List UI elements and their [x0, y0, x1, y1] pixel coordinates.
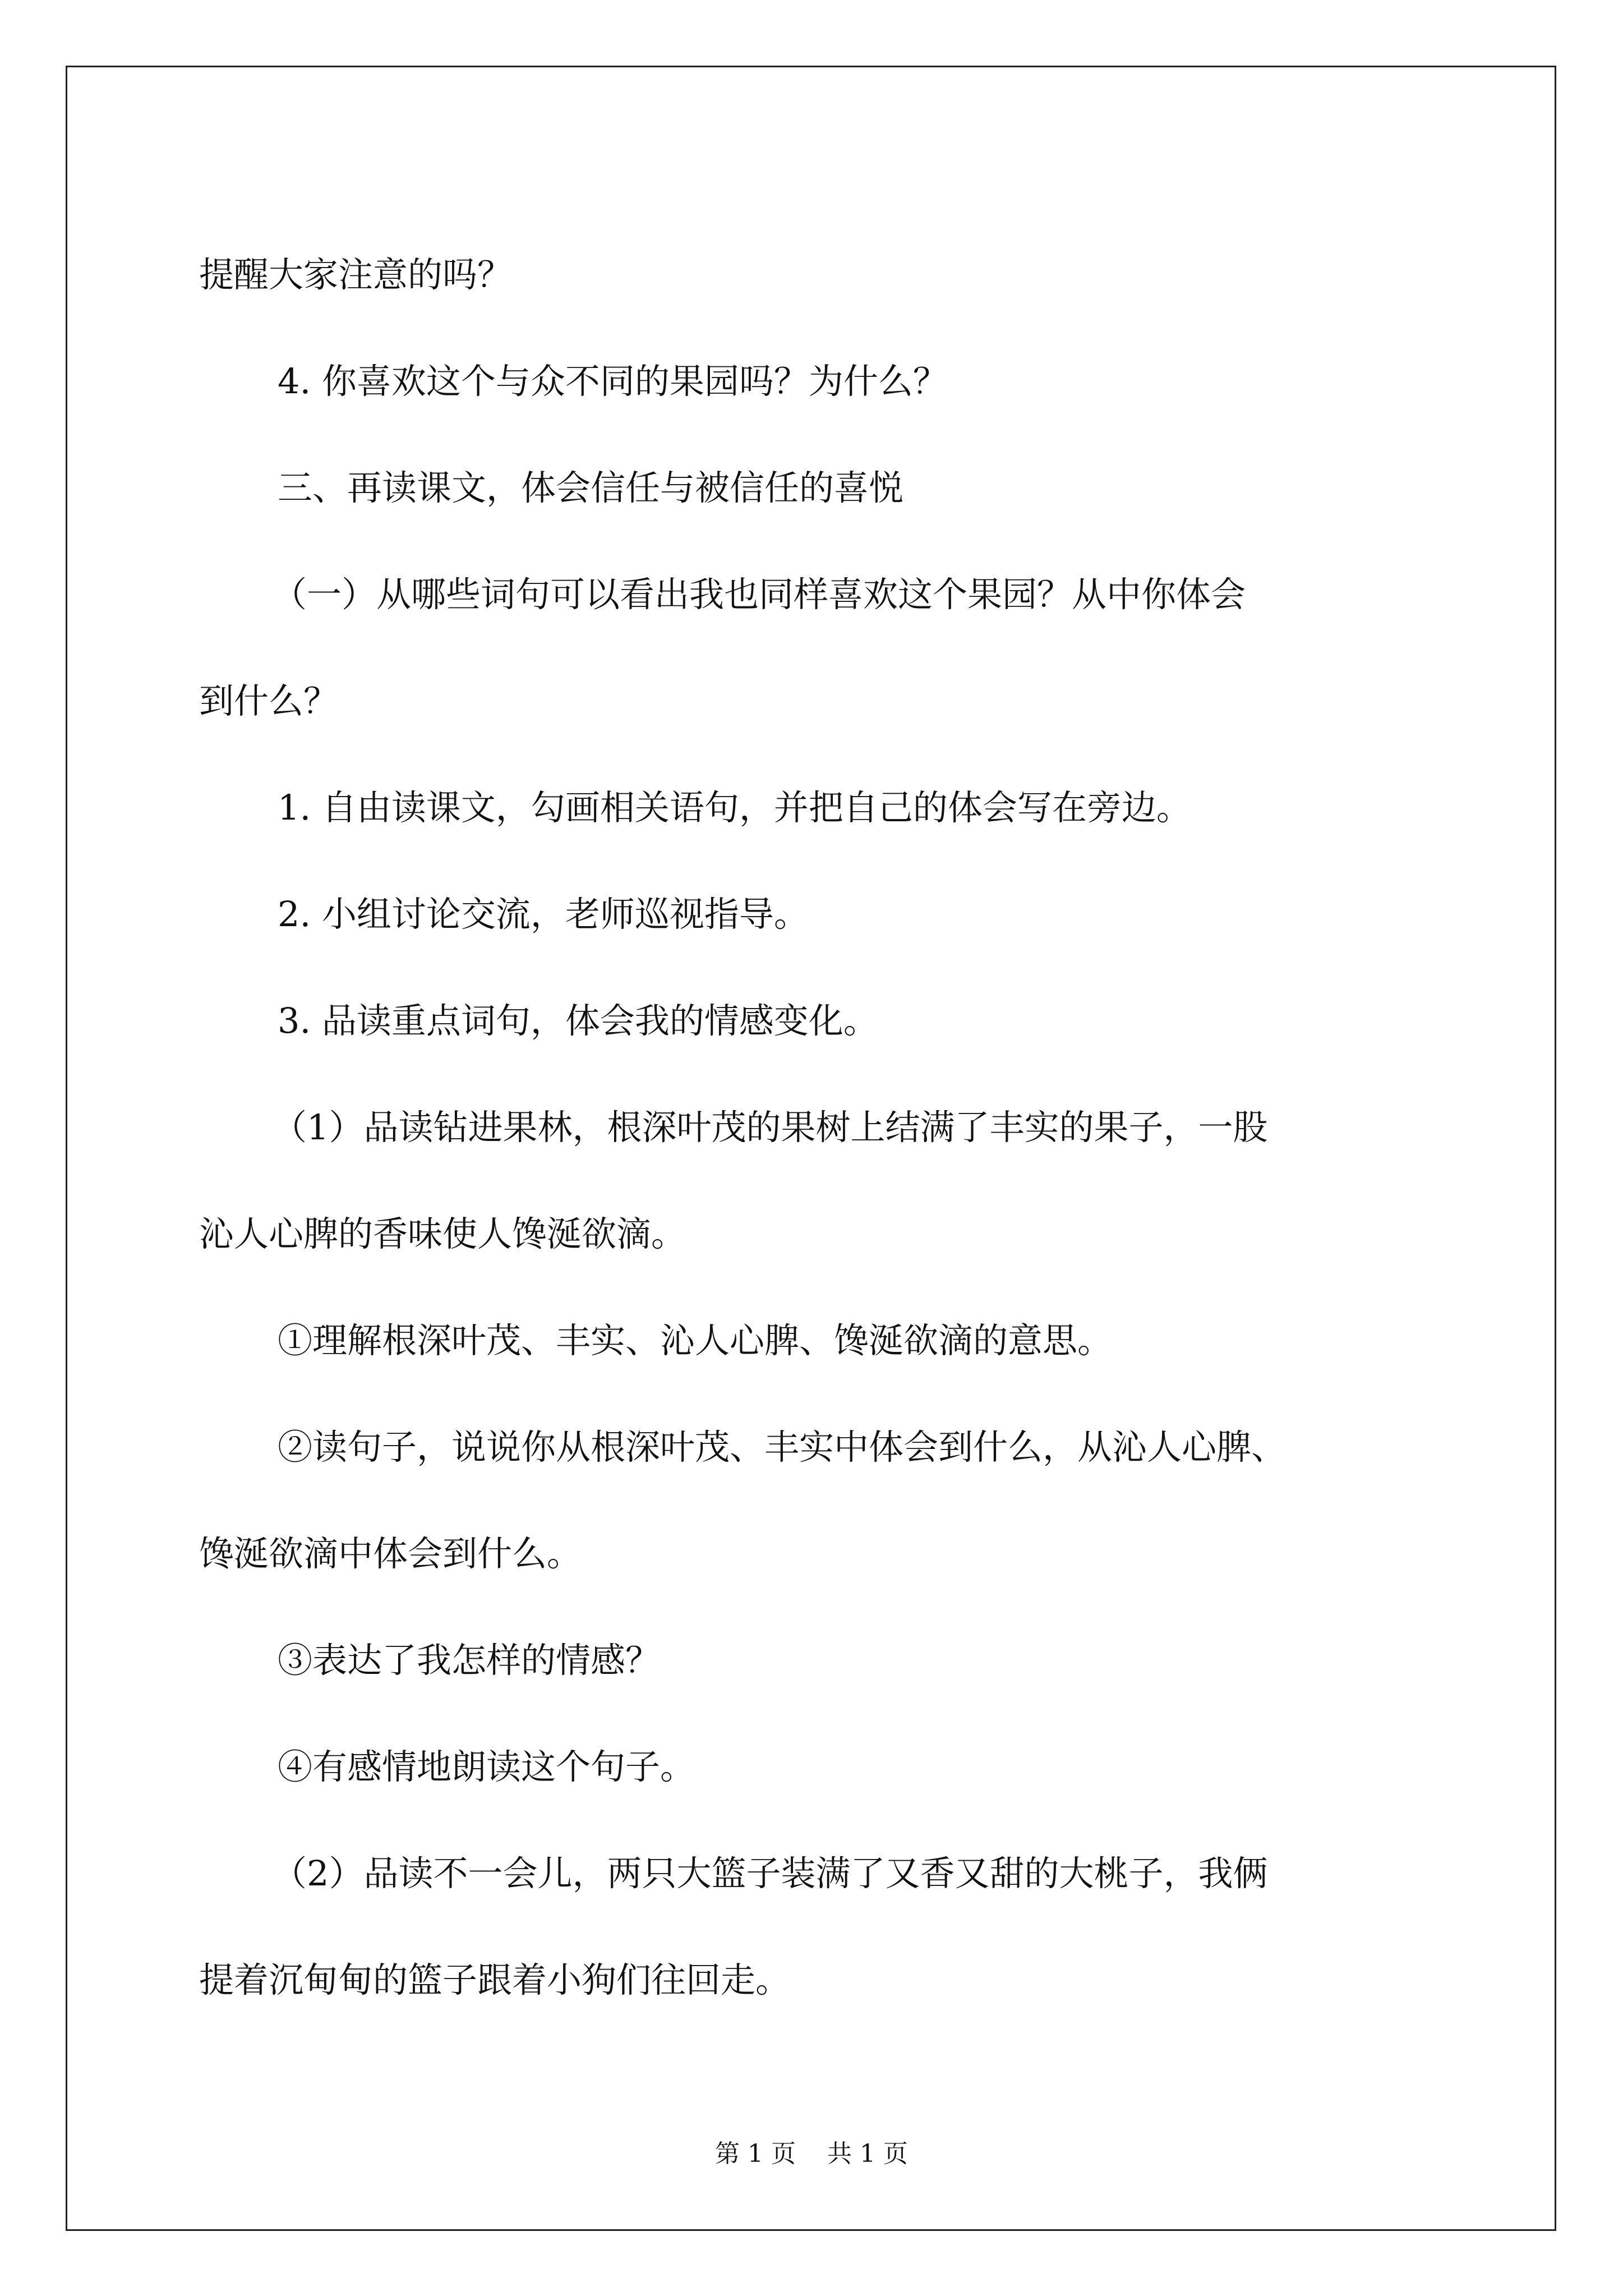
subsection-heading-line-2: 到什么？ — [199, 680, 339, 721]
item-1-line-2: 沁人心脾的香味使人馋涎欲滴。 — [199, 1213, 686, 1254]
item-2-line-1: （2）品读不一会儿，两只大篮子装满了又香又甜的大桃子，我俩 — [272, 1853, 1268, 1894]
item-2-line-2: 提着沉甸甸的篮子跟着小狗们往回走。 — [199, 1959, 791, 2000]
step-2: 2. 小组讨论交流，老师巡视指导。 — [278, 894, 809, 935]
sub-item-2-line-2: 馋涎欲滴中体会到什么。 — [199, 1533, 582, 1574]
sub-item-4: ④有感情地朗读这个句子。 — [278, 1746, 695, 1787]
paragraph-2: 4. 你喜欢这个与众不同的果园吗？为什么？ — [278, 361, 948, 402]
section-heading: 三、再读课文，体会信任与被信任的喜悦 — [278, 467, 904, 508]
page-footer: 第 1 页 共 1 页 — [715, 2139, 908, 2168]
step-1: 1. 自由读课文，勾画相关语句，并把自己的体会写在旁边。 — [278, 787, 1191, 828]
step-3: 3. 品读重点词句，体会我的情感变化。 — [278, 1000, 878, 1041]
sub-item-3: ③表达了我怎样的情感？ — [278, 1640, 661, 1681]
sub-item-1: ①理解根深叶茂、丰实、沁人心脾、馋涎欲滴的意思。 — [278, 1320, 1113, 1361]
subsection-heading-line-1: （一）从哪些词句可以看出我也同样喜欢这个果园？从中你体会 — [272, 574, 1246, 615]
document-body — [199, 222, 1444, 2033]
item-1-line-1: （1）品读钻进果林，根深叶茂的果树上结满了丰实的果子，一股 — [272, 1107, 1268, 1148]
paragraph-1: 提醒大家注意的吗？ — [199, 254, 513, 295]
sub-item-2-line-1: ②读句子，说说你从根深叶茂、丰实中体会到什么，从沁人心脾、 — [278, 1427, 1287, 1467]
